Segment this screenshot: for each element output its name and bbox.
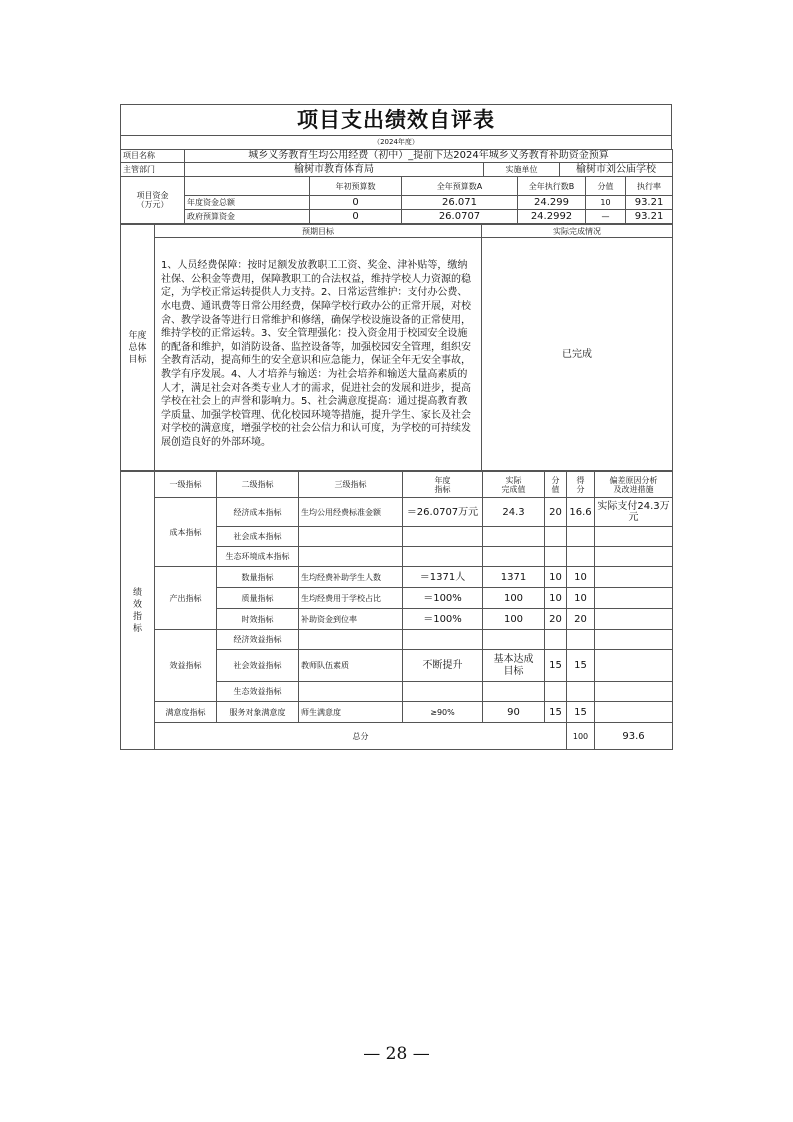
total-score-sum: 93.6	[595, 723, 673, 750]
dept-value: 榆树市教育体育局	[185, 163, 484, 177]
total-label: 总分	[155, 723, 567, 750]
total-funds-label: 年度资金总额	[185, 196, 310, 210]
output-r1-l2: 数量指标	[217, 567, 299, 588]
benefit-l1: 效益指标	[155, 630, 217, 702]
yearly-header: 年度 指标	[403, 472, 483, 498]
perf-label: 绩 效 指 标	[121, 472, 155, 750]
output-r2-value: 10	[545, 588, 567, 609]
gov-budget: 26.0707	[402, 210, 518, 224]
cost-r1-target: ＝26.0707万元	[403, 498, 483, 527]
total-row	[121, 723, 673, 750]
l1-header: 一级指标	[155, 472, 217, 498]
total-exec: 24.299	[518, 196, 586, 210]
total-rate: 93.21	[626, 196, 673, 210]
annual-goal-label: 年度 总体 目标	[121, 225, 155, 471]
deviation-header: 偏差原因分析 及改进措施	[595, 472, 673, 498]
satisfaction-l1: 满意度指标	[155, 702, 217, 723]
total-score-value: 10	[586, 196, 626, 210]
l3-header: 三级指标	[299, 472, 403, 498]
satisfaction-r1-target: ≥90%	[403, 702, 483, 723]
cost-r1-l3: 生均公用经费标准金额	[299, 498, 403, 527]
exec-rate-header: 执行率	[626, 177, 673, 196]
output-r3-l2: 时效指标	[217, 609, 299, 630]
benefit-r2-l3: 教师队伍素质	[299, 650, 403, 682]
satisfaction-r1-value: 15	[545, 702, 567, 723]
annual-goal-table	[120, 224, 673, 471]
output-r1-target: ＝1371人	[403, 567, 483, 588]
impl-unit-value: 榆树市刘公庙学校	[560, 163, 673, 177]
score-value-header: 分值	[586, 177, 626, 196]
cost-l1: 成本指标	[155, 498, 217, 567]
total-value: 100	[567, 723, 595, 750]
table-row	[121, 498, 673, 527]
satisfaction-r1-l2: 服务对象满意度	[217, 702, 299, 723]
self-evaluation-form	[120, 104, 672, 750]
output-r2-actual: 100	[483, 588, 545, 609]
output-r1-value: 10	[545, 567, 567, 588]
satisfaction-r1-score: 15	[567, 702, 595, 723]
benefit-r2-l2: 社会效益指标	[217, 650, 299, 682]
benefit-r2-value: 15	[545, 650, 567, 682]
table-row	[121, 567, 673, 588]
satisfaction-r1-l3: 师生满意度	[299, 702, 403, 723]
cost-r3-l2: 生态环境成本指标	[217, 547, 299, 567]
page-number: — 28 —	[363, 1044, 430, 1064]
gov-exec: 24.2992	[518, 210, 586, 224]
expected-goal-header: 预期目标	[155, 225, 482, 238]
form-title: 项目支出绩效自评表	[120, 104, 672, 135]
project-info-table	[120, 149, 673, 224]
output-r3-actual: 100	[483, 609, 545, 630]
goal-actual: 已完成	[482, 238, 673, 471]
output-r2-l3: 生均经费用于学校占比	[299, 588, 403, 609]
output-r1-score: 10	[567, 567, 595, 588]
benefit-r2-target: 不断提升	[403, 650, 483, 682]
annual-budget-header: 全年预算数A	[402, 177, 518, 196]
output-r1-actual: 1371	[483, 567, 545, 588]
gov-rate: 93.21	[626, 210, 673, 224]
annual-exec-header: 全年执行数B	[518, 177, 586, 196]
output-r2-target: ＝100%	[403, 588, 483, 609]
dept-label: 主管部门	[121, 163, 185, 177]
cost-r2-l2: 社会成本指标	[217, 527, 299, 547]
actual-value-header: 实际 完成值	[483, 472, 545, 498]
benefit-r1-l2: 经济效益指标	[217, 630, 299, 650]
total-budget: 26.071	[402, 196, 518, 210]
output-r2-l2: 质量指标	[217, 588, 299, 609]
actual-completion-header: 实际完成情况	[482, 225, 673, 238]
gov-funds-label: 政府预算资金	[185, 210, 310, 224]
gov-planned: 0	[310, 210, 402, 224]
output-l1: 产出指标	[155, 567, 217, 630]
goal-text: 1、人员经费保障：按时足额发放教职工工资、奖金、津补贴等，缴纳社保、公积金等费用，保障教职工的合法权益，维持学校人力资源的稳定，为学校正常运转提供人力支持。2、日常运营维护：支付办公费、水电费、通讯费等日常公用经费，保障学校行政办公的正常开展，对校舍、教学设备等进行日常维护和修缮，确保学校设施设备的正常使用，维持学校的正常运转。3、安全管理强化：投入资金用于校园安全设施的配备和维护，如消防设备、监控设备等，加强校园安全管理，组织安全教育活动，提高师生的安全意识和应急能力，保证全年无安全事故，教学有序发展。4、人才培养与输送：为社会培养和输送大量高素质的人才，满足社会对各类专业人才的需求，促进社会的发展和进步，提高学校在社会上的声誉和影响力。5、社会满意度提高：通过提高教育教学质量、加强学校管理、优化校园环境等措施，提升学生、家长及社会对学校的满意度，增强学校的社会公信力和认可度，为学校的可持续发展创造良好的外部环境。	[155, 238, 482, 471]
l2-header: 二级指标	[217, 472, 299, 498]
got-header: 得 分	[567, 472, 595, 498]
benefit-r2-score: 15	[567, 650, 595, 682]
benefit-r2-actual: 基本达成 目标	[483, 650, 545, 682]
gov-score-value: —	[586, 210, 626, 224]
satisfaction-r1-actual: 90	[483, 702, 545, 723]
output-r3-value: 20	[545, 609, 567, 630]
cost-r1-l2: 经济成本指标	[217, 498, 299, 527]
benefit-r3-l2: 生态效益指标	[217, 682, 299, 702]
planned-header: 年初预算数	[310, 177, 402, 196]
cost-r1-value: 20	[545, 498, 567, 527]
cost-r1-deviation: 实际支付24.3万元	[595, 498, 673, 527]
output-r3-l3: 补助资金到位率	[299, 609, 403, 630]
output-r1-l3: 生均经费补助学生人数	[299, 567, 403, 588]
value-header: 分 值	[545, 472, 567, 498]
funds-label: 项目资金 （万元）	[121, 177, 185, 224]
output-r3-target: ＝100%	[403, 609, 483, 630]
cost-r1-actual: 24.3	[483, 498, 545, 527]
project-name-label: 项目名称	[121, 150, 185, 163]
impl-unit-label: 实施单位	[484, 163, 560, 177]
total-planned: 0	[310, 196, 402, 210]
performance-indicator-table	[120, 471, 673, 750]
output-r3-score: 20	[567, 609, 595, 630]
cost-r1-score: 16.6	[567, 498, 595, 527]
table-row	[121, 702, 673, 723]
form-year: （2024年度）	[120, 135, 672, 149]
output-r2-score: 10	[567, 588, 595, 609]
table-row	[121, 630, 673, 650]
project-name-value: 城乡义务教育生均公用经费（初中）_提前下达2024年城乡义务教育补助资金预算	[185, 150, 673, 163]
